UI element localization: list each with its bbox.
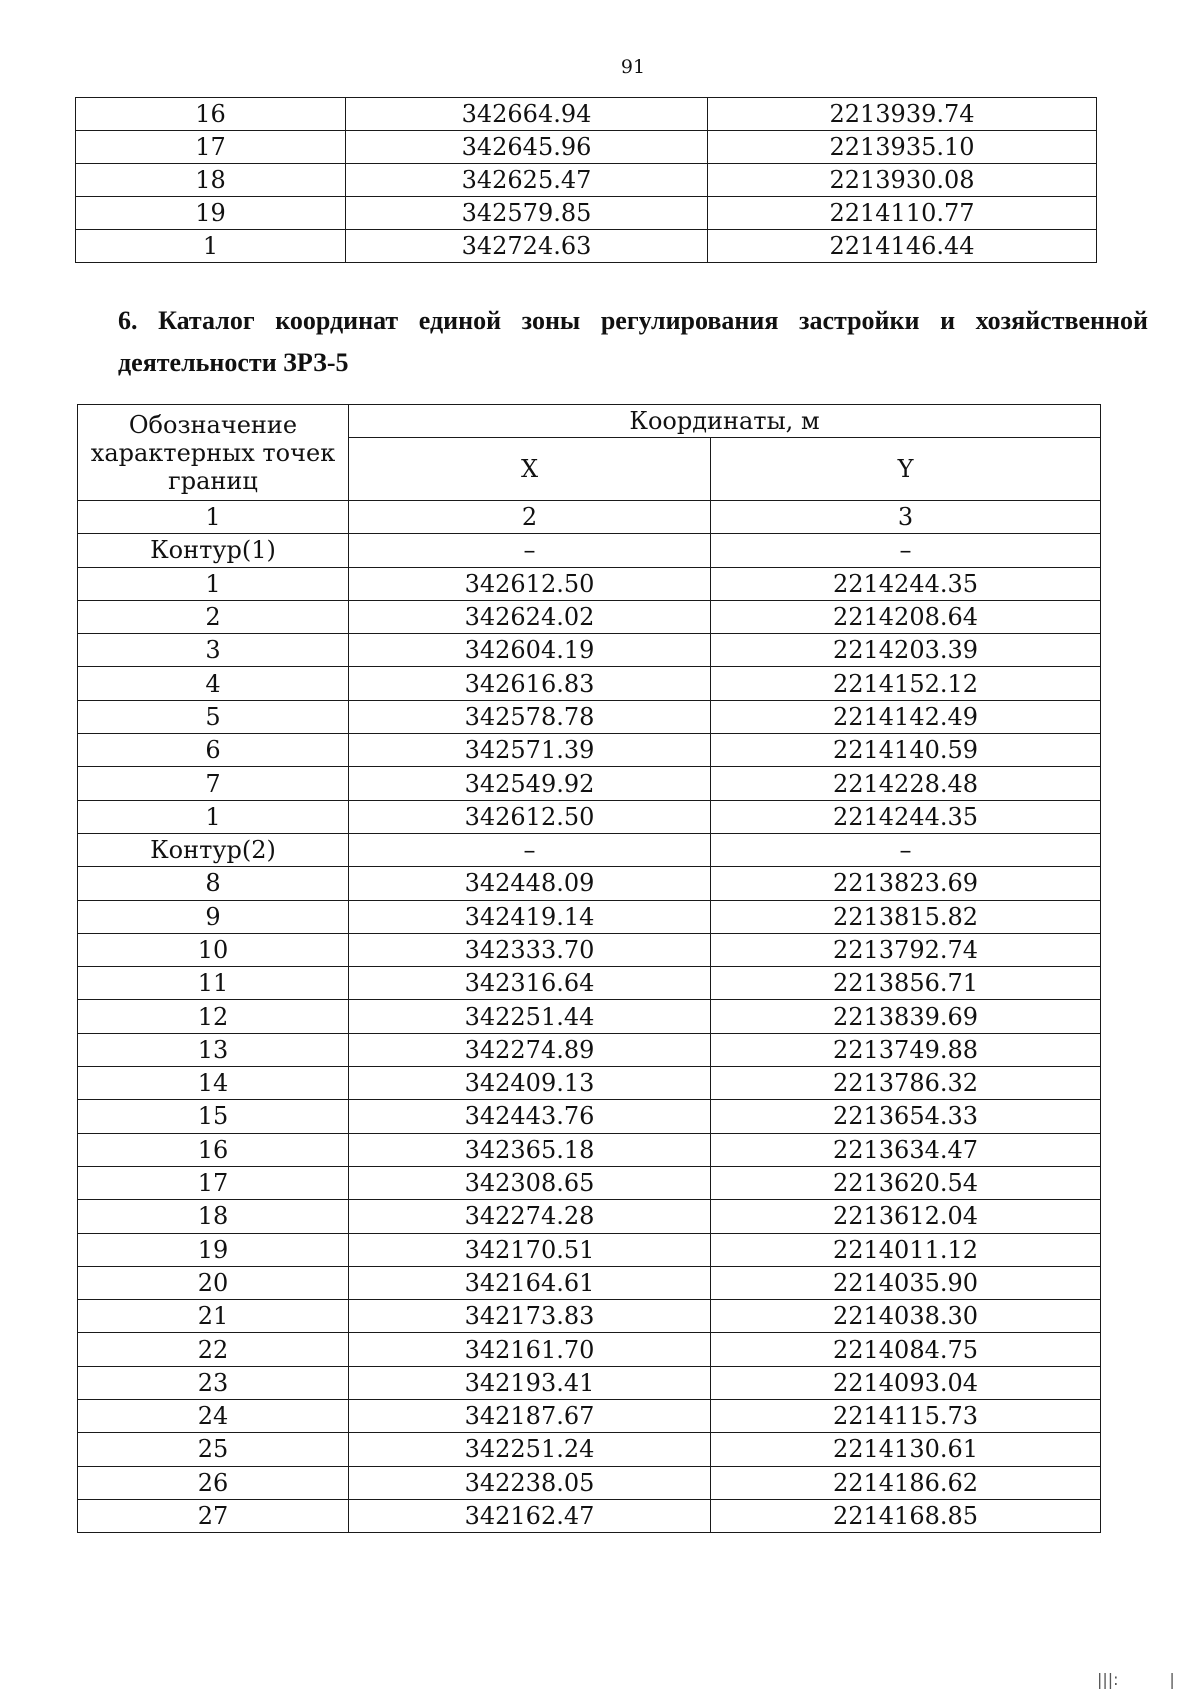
x-coordinate-cell: 342161.70	[349, 1333, 711, 1366]
point-id-cell: 21	[78, 1300, 349, 1333]
x-coordinate-cell: 342624.02	[349, 600, 711, 633]
point-id-cell: 22	[78, 1333, 349, 1366]
point-id-cell: 6	[78, 734, 349, 767]
x-coordinate-cell: –	[349, 833, 711, 866]
y-coordinate-cell: 2213620.54	[711, 1166, 1101, 1199]
point-id-cell: 13	[78, 1033, 349, 1066]
x-coordinate-cell: 342724.63	[346, 230, 708, 263]
y-coordinate-cell: 2214038.30	[711, 1300, 1101, 1333]
table-row	[78, 700, 1101, 733]
y-coordinate-cell: –	[711, 534, 1101, 567]
x-coordinate-cell: 342193.41	[349, 1366, 711, 1399]
x-coordinate-cell: 342187.67	[349, 1400, 711, 1433]
x-coordinate-cell: 342625.47	[346, 164, 708, 197]
point-id-cell: 17	[76, 131, 346, 164]
x-coordinate-cell: 342274.28	[349, 1200, 711, 1233]
x-coordinate-cell: 342365.18	[349, 1133, 711, 1166]
y-coordinate-cell: 2214110.77	[708, 197, 1097, 230]
point-id-cell: 3	[78, 634, 349, 667]
x-coordinate-cell: 342664.94	[346, 98, 708, 131]
point-id-cell: 10	[78, 933, 349, 966]
point-id-cell: Контур(2)	[78, 833, 349, 866]
x-coordinate-cell: 342443.76	[349, 1100, 711, 1133]
x-coordinate-cell: 342333.70	[349, 933, 711, 966]
table-row	[78, 867, 1101, 900]
column-number: 3	[711, 501, 1101, 534]
point-id-cell: 1	[76, 230, 346, 263]
column-number-row	[78, 501, 1101, 534]
y-coordinate-cell: 2214152.12	[711, 667, 1101, 700]
table-row	[78, 1333, 1101, 1366]
y-coordinate-cell: 2213823.69	[711, 867, 1101, 900]
header-row	[78, 405, 1101, 438]
x-coordinate-cell: 342170.51	[349, 1233, 711, 1266]
point-id-cell: 27	[78, 1499, 349, 1532]
y-coordinate-cell: 2214244.35	[711, 567, 1101, 600]
point-id-cell: 9	[78, 900, 349, 933]
y-coordinate-cell: 2214130.61	[711, 1433, 1101, 1466]
table-row	[76, 197, 1097, 230]
table-row	[78, 1200, 1101, 1233]
y-coordinate-cell: 2214140.59	[711, 734, 1101, 767]
table-row	[78, 1466, 1101, 1499]
x-coordinate-cell: 342571.39	[349, 734, 711, 767]
table-row	[76, 131, 1097, 164]
x-coordinate-cell: 342274.89	[349, 1033, 711, 1066]
x-coordinate-cell: 342173.83	[349, 1300, 711, 1333]
y-coordinate-cell: 2213815.82	[711, 900, 1101, 933]
x-coordinate-cell: 342645.96	[346, 131, 708, 164]
table-row	[78, 667, 1101, 700]
coordinates-header: Координаты, м	[349, 405, 1101, 438]
y-column-header: Y	[711, 438, 1101, 501]
table-row	[78, 734, 1101, 767]
point-id-cell: 2	[78, 600, 349, 633]
x-coordinate-cell: –	[349, 534, 711, 567]
table-row	[78, 1033, 1101, 1066]
x-coordinate-cell: 342549.92	[349, 767, 711, 800]
point-id-cell: 19	[76, 197, 346, 230]
table-row	[78, 1300, 1101, 1333]
x-coordinate-cell: 342164.61	[349, 1266, 711, 1299]
point-id-cell: 5	[78, 700, 349, 733]
table-row	[78, 1499, 1101, 1532]
table-row	[78, 800, 1101, 833]
x-coordinate-cell: 342162.47	[349, 1499, 711, 1532]
x-coordinate-cell: 342251.24	[349, 1433, 711, 1466]
table-row	[78, 567, 1101, 600]
table-row	[78, 1266, 1101, 1299]
y-coordinate-cell: 2214142.49	[711, 700, 1101, 733]
table-row	[78, 900, 1101, 933]
scan-edge-mark: |||: |	[1097, 1670, 1175, 1689]
point-id-cell: 17	[78, 1166, 349, 1199]
point-id-cell: 1	[78, 567, 349, 600]
y-coordinate-cell: 2213935.10	[708, 131, 1097, 164]
column-number: 1	[78, 501, 349, 534]
y-coordinate-cell: –	[711, 833, 1101, 866]
x-coordinate-cell: 342612.50	[349, 800, 711, 833]
y-coordinate-cell: 2213786.32	[711, 1067, 1101, 1100]
y-coordinate-cell: 2214228.48	[711, 767, 1101, 800]
table-row	[76, 230, 1097, 263]
x-coordinate-cell: 342251.44	[349, 1000, 711, 1033]
point-id-cell: 1	[78, 800, 349, 833]
x-coordinate-cell: 342579.85	[346, 197, 708, 230]
point-id-cell: 18	[76, 164, 346, 197]
table-row	[78, 1433, 1101, 1466]
point-id-cell: 15	[78, 1100, 349, 1133]
y-coordinate-cell: 2213634.47	[711, 1133, 1101, 1166]
x-coordinate-cell: 342448.09	[349, 867, 711, 900]
y-coordinate-cell: 2214093.04	[711, 1366, 1101, 1399]
column-number: 2	[349, 501, 711, 534]
point-id-cell: 8	[78, 867, 349, 900]
point-id-cell: 14	[78, 1067, 349, 1100]
table-row	[78, 1000, 1101, 1033]
table-row	[78, 967, 1101, 1000]
x-coordinate-cell: 342316.64	[349, 967, 711, 1000]
x-coordinate-cell: 342578.78	[349, 700, 711, 733]
point-id-cell: 23	[78, 1366, 349, 1399]
table-row	[78, 933, 1101, 966]
y-coordinate-cell: 2214186.62	[711, 1466, 1101, 1499]
point-id-cell: Контур(1)	[78, 534, 349, 567]
table-row	[78, 1133, 1101, 1166]
point-id-cell: 12	[78, 1000, 349, 1033]
x-coordinate-cell: 342616.83	[349, 667, 711, 700]
y-coordinate-cell: 2213792.74	[711, 933, 1101, 966]
x-coordinate-cell: 342604.19	[349, 634, 711, 667]
section-heading: 6. Каталог координат единой зоны регулирования застройки и хозяйственной деятельности ЗРЗ-5	[118, 306, 1148, 377]
points-column-header: Обозначение характерных точек границ	[78, 405, 349, 501]
x-coordinate-cell: 342409.13	[349, 1067, 711, 1100]
table-row	[78, 634, 1101, 667]
table-row	[78, 1166, 1101, 1199]
y-coordinate-cell: 2214203.39	[711, 634, 1101, 667]
table-row	[78, 534, 1101, 567]
y-coordinate-cell: 2214146.44	[708, 230, 1097, 263]
table-row	[76, 98, 1097, 131]
point-id-cell: 25	[78, 1433, 349, 1466]
y-coordinate-cell: 2213612.04	[711, 1200, 1101, 1233]
point-id-cell: 16	[76, 98, 346, 131]
point-id-cell: 11	[78, 967, 349, 1000]
point-id-cell: 20	[78, 1266, 349, 1299]
y-coordinate-cell: 2214115.73	[711, 1400, 1101, 1433]
point-id-cell: 4	[78, 667, 349, 700]
zrz5-coordinates-table	[77, 404, 1101, 1533]
table-row	[78, 1366, 1101, 1399]
point-id-cell: 19	[78, 1233, 349, 1266]
y-coordinate-cell: 2214035.90	[711, 1266, 1101, 1299]
y-coordinate-cell: 2213856.71	[711, 967, 1101, 1000]
y-coordinate-cell: 2213939.74	[708, 98, 1097, 131]
point-id-cell: 7	[78, 767, 349, 800]
x-coordinate-cell: 342419.14	[349, 900, 711, 933]
page-number: 91	[620, 56, 646, 78]
x-column-header: X	[349, 438, 711, 501]
y-coordinate-cell: 2214208.64	[711, 600, 1101, 633]
y-coordinate-cell: 2214011.12	[711, 1233, 1101, 1266]
y-coordinate-cell: 2213749.88	[711, 1033, 1101, 1066]
point-id-cell: 24	[78, 1400, 349, 1433]
y-coordinate-cell: 2214244.35	[711, 800, 1101, 833]
table-row	[78, 1400, 1101, 1433]
y-coordinate-cell: 2213930.08	[708, 164, 1097, 197]
x-coordinate-cell: 342308.65	[349, 1166, 711, 1199]
y-coordinate-cell: 2213654.33	[711, 1100, 1101, 1133]
table-row	[78, 833, 1101, 866]
point-id-cell: 18	[78, 1200, 349, 1233]
table-row	[78, 1067, 1101, 1100]
point-id-cell: 26	[78, 1466, 349, 1499]
y-coordinate-cell: 2214168.85	[711, 1499, 1101, 1532]
y-coordinate-cell: 2213839.69	[711, 1000, 1101, 1033]
table-row	[78, 600, 1101, 633]
table-row	[78, 1233, 1101, 1266]
point-id-cell: 16	[78, 1133, 349, 1166]
table-row	[78, 767, 1101, 800]
top-coordinates-table	[75, 97, 1097, 263]
y-coordinate-cell: 2214084.75	[711, 1333, 1101, 1366]
table-row	[78, 1100, 1101, 1133]
x-coordinate-cell: 342238.05	[349, 1466, 711, 1499]
table-row	[76, 164, 1097, 197]
x-coordinate-cell: 342612.50	[349, 567, 711, 600]
